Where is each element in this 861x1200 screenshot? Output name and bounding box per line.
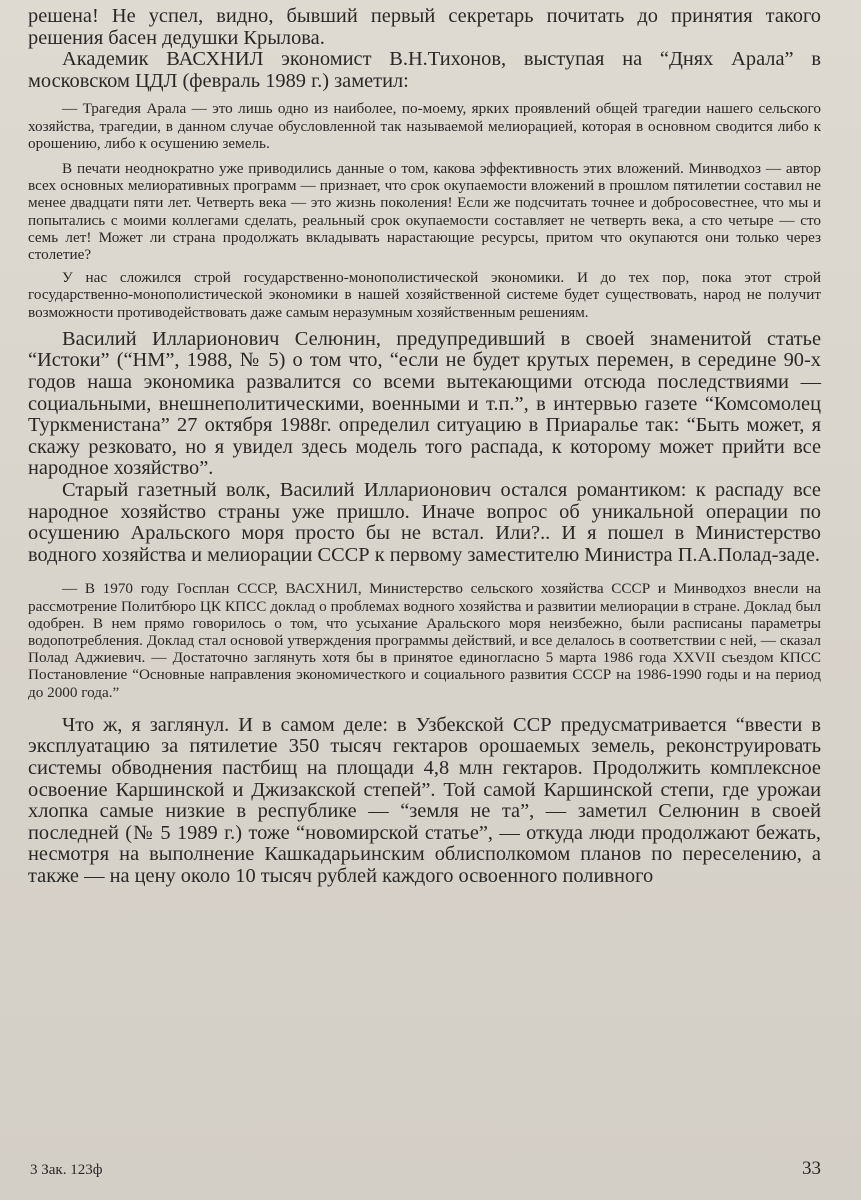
page-number: 33 — [802, 1158, 821, 1179]
printer-signature: 3 Зак. 123ф — [30, 1162, 103, 1178]
page-footer — [30, 1158, 821, 1186]
paragraph-romantic: Старый газетный волк, Василий Илларионович остался романтиком: к распаду все народное хозяйство страны уже пришло. Иначе вопрос об уникальной операции по осушению Аральского моря просто бы не встал. Или?.. И я пошел в Министерство водного хозяйства и мелиорации СССР к первому заместителю Министра П.А.Полад-заде. — [28, 478, 821, 566]
paragraph-selyunin: Василий Илларионович Селюнин, предупредивший в своей знаменитой статье “Истоки” (“НМ”, 1988, № 5) о том что, “если не будет крутых перемен, в середине 90-х годов наша экономика развалится со всеми вытекающими отсюда последствиями — социальными, внешнеполитическими, военными и т.п.”, в интервью газете “Комсомолец Туркменистана” 27 октября 1988г. определил ситуацию в Приаралье так: “Быть может, я скажу резковато, но я увидел здесь модель того распада, к которому может прийти все народное хозяйство”. — [28, 327, 821, 480]
quote-tikhonov-2: В печати неоднократно уже приводились данные о том, какова эффективность этих вложений. Минводхоз — автор всех основных мелиоративных программ — признает, что срок окупаемости вложений в прошлом пятилетии составил не менее двадцати пяти лет. Четверть века — это жизнь поколения! Если же подсчитать точнее и добросовестнее, что мы и попытались с моими коллегами сделать, реальный срок окупаемости составляет не четверть века, а сто четыре — сто семь лет! Может ли страна продолжать вкладывать нарастающие ресурсы, притом что окупаются они только через столетие? — [28, 159, 821, 263]
quote-polad-zade: — В 1970 году Госплан СССР, ВАСХНИЛ, Министерство сельского хозяйства СССР и Минводхоз внесли на рассмотрение Политбюро ЦК КПСС доклад о проблемах водного хозяйства и развитии мелиорации в стране. Доклад был одобрен. В нем прямо говорилось о том, что усыхание Аральского моря неизбежно, были расписаны параметры водопотребления. Доклад стал основой утверждения программы действий, и все делалось в соответствии с ней, — сказал Полад Аджиевич. — Достаточно заглянуть хотя бы в принятое единогласно 5 марта 1986 года XXVII съездом КПСС Постановление “Основные направления экономичесткого и социального развития СССР на 1986-1990 годы и на период до 2000 года.” — [28, 580, 821, 701]
paragraph-intro-end: решена! Не успел, видно, бывший первый секретарь почитать до принятия такого решения басен дедушки Крылова. — [28, 5, 821, 49]
paragraph-uzbek-ssr: Что ж, я заглянул. И в самом деле: в Узбекской ССР предусматривается “ввести в эксплуатацию за пятилетие 350 тысяч гектаров орошаемых земель, реконструировать системы обводнения пастбищ на площади 4,8 млн гектаров. Продолжить комплексное освоение Каршинской и Джизакской степей”. Той самой Каршинской степи, где урожаи хлопка самые низкие в республике — “земля не та”, — заметил Селюнин в своей последней (№ 5 1989 г.) тоже “новомирской статье”, — откуда люди продолжают бежать, несмотря на выполнение Кашкадарьинским облисполкомом планов по переселению, а также — на цену около 10 тысяч рублей каждого освоенного поливного — [28, 713, 821, 887]
quote-tikhonov-1: — Трагедия Арала — это лишь одно из наиболее, по-моему, ярких проявлений общей трагедии нашего сельского хозяйства, трагедии, в данном случае обусловленной так называемой мелиорацией, которая в основном сводится либо к орошению, либо к осушению земель. — [28, 100, 821, 152]
paragraph-tikhonov-intro: Академик ВАСХНИЛ экономист В.Н.Тихонов, выступая на “Днях Арала” в московском ЦДЛ (февраль 1989 г.) заметил: — [28, 48, 821, 92]
quote-tikhonov-3: У нас сложился строй государственно-монополистической экономики. И до тех пор, пока этот строй государственно-монополистической экономики в нашей хозяйственной системе будет существовать, народ не получит возможности противодействовать даже самым неразумным хозяйственным решениям. — [28, 269, 821, 321]
